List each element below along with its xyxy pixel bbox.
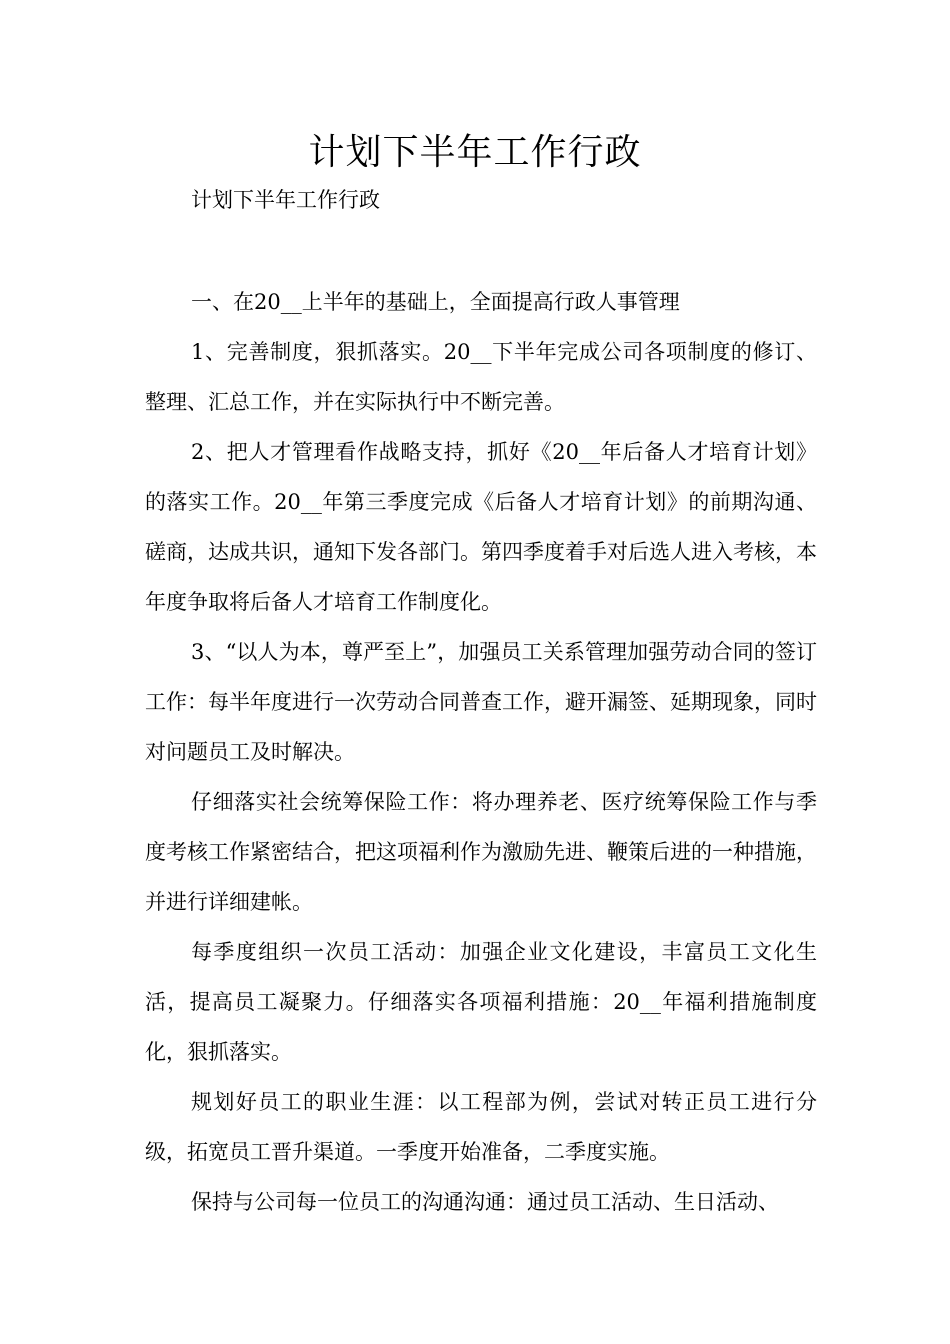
paragraph-career-planning: 规划好员工的职业生涯：以工程部为例，尝试对转正员工进行分级，拓宽员工晋升渠道。一季度开始准备，二季度实施。: [145, 1090, 817, 1164]
document-title: 计划下半年工作行政: [308, 132, 642, 173]
paragraph-item-1: 1、完善制度，狠抓落实。20__下半年完成公司各项制度的修订、整理、汇总工作，并在实际执行中不断完善。: [145, 340, 817, 414]
document-subtitle: 计划下半年工作行政: [191, 188, 380, 212]
paragraph-communication: 保持与公司每一位员工的沟通沟通：通过员工活动、生日活动、: [191, 1190, 779, 1214]
paragraph-social-insurance: 仔细落实社会统筹保险工作：将办理养老、医疗统筹保险工作与季度考核工作紧密结合，把这项福利作为激励先进、鞭策后进的一种措施，并进行详细建帐。: [145, 790, 817, 914]
paragraph-employee-activities: 每季度组织一次员工活动：加强企业文化建设，丰富员工文化生活，提高员工凝聚力。仔细落实各项福利措施：20__年福利措施制度化，狠抓落实。: [145, 940, 817, 1064]
paragraph-section-heading: 一、在20__上半年的基础上，全面提高行政人事管理: [191, 290, 680, 314]
paragraph-item-2: 2、把人才管理看作战略支持，抓好《20__年后备人才培育计划》的落实工作。20__年第三季度完成《后备人才培育计划》的前期沟通、磋商，达成共识，通知下发各部门。第四季度着手对后选人进入考核，本年度争取将后备人才培育工作制度化。: [145, 440, 817, 614]
document-body: [145, 277, 817, 1227]
paragraph-item-3: 3、“以人为本，尊严至上”，加强员工关系管理加强劳动合同的签订工作：每半年度进行一次劳动合同普查工作，避开漏签、延期现象，同时对问题员工及时解决。: [145, 640, 817, 764]
